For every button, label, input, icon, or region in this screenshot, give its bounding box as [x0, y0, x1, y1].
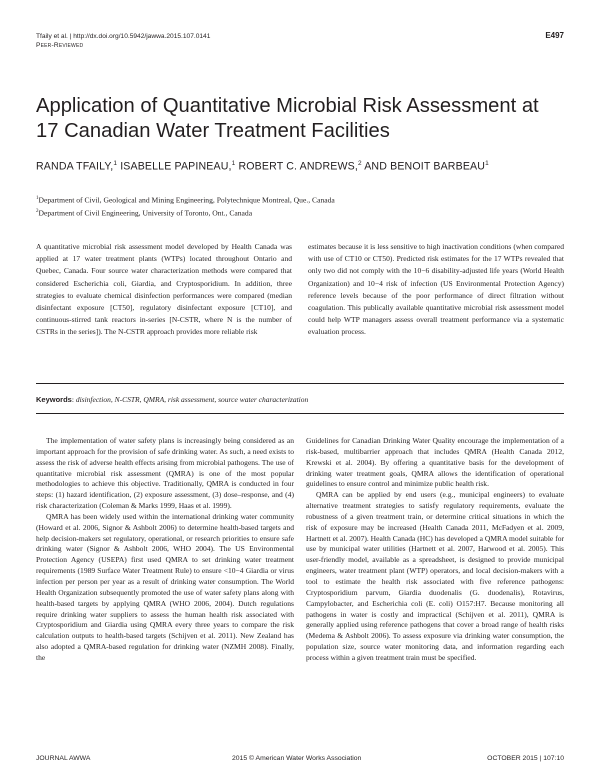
citation-line: Tfaily et al. | http://dx.doi.org/10.5942/jawwa.2015.107.0141: [36, 33, 211, 40]
affiliation: [36, 194, 335, 206]
abstract-right: [308, 241, 564, 339]
author-name: RANDA TFAILY,: [36, 160, 114, 173]
abstract-left: [36, 241, 292, 339]
body-paragraph: QMRA can be applied by end users (e.g., municipal engineers) to evaluate alternative treatment strategies to satisfy regulatory requirements, evaluate the robustness of a given treatment train, or determine critical situations in which the risk of exposure may be increased (Health Canada 2011, McFadyen et al. 2009, Hartnett et al. 2007). Health Canada (HC) has developed a QMRA model suitable for use by municipal water utilities (Hartnett et al. 2007, Harwood et al. 2005). This user-friendly model, available as a spreadsheet, is designed to provide municipal engineers, water treatment plant (WTP) operators, and local decision-makers with a tool to estimate the health risk associated with five reference pathogens: Cryptosporidium parvum, Giardia duodenalis (G. duodenalis), Rotavirus, Campylobacter, and Escherichia coli (E. coli) O157:H7. Because monitoring all pathogens in water is costly and impractical (Schijven et al. 2011), QMRA is generally applied using reference pathogens that cover a broad range of health risks (Medema & Ashbolt 2006). To assess exposure via drinking water consumption, the population size, source water monitoring data, and information regarding each process within a given treatment train must be specified.: [306, 490, 564, 662]
affiliation-text: Department of Civil Engineering, University of Toronto, Ont., Canada: [38, 208, 253, 218]
keywords-line: Keywords: disinfection, N-CSTR, QMRA, risk assessment, source water characterization: [36, 395, 309, 404]
body-paragraph: Guidelines for Canadian Drinking Water Quality encourage the implementation of a risk-based, multibarrier approach that includes QMRA (Health Canada 2012, Krewski et al. 2004). By offering a quantitative basis for the development of drinking water treatment goals, QMRA allows the identification of operational guidelines to ensure control and minimize public health risk.: [306, 436, 564, 489]
running-header: [36, 32, 210, 50]
abstract-paragraph: estimates because it is less sensitive to high inactivation conditions (when compared with use of CT10 or CT50). Predicted risk estimates for the 17 WTPs revealed that only two did not comply with the 10−6 disability-adjusted life years (World Health Organization) and 10−4 risk of infection (US Environmental Protection Agency) reference levels because of the poor performance of direct filtration without coagulation. This publically available quantitative microbial risk assessment model could help WTP managers assess overall treatment performance via a systematic evaluation process.: [308, 242, 564, 337]
affiliation-mark: 1: [36, 196, 39, 201]
author-affil-mark: 2: [357, 160, 362, 167]
keywords-label: Keywords: [36, 395, 72, 404]
author-affil-mark: 1: [113, 160, 118, 167]
author-list: [36, 160, 489, 173]
footer-journal: JOURNAL AWWA: [36, 755, 91, 762]
footer-date: OCTOBER 2015 | 107:10: [487, 755, 564, 762]
body-paragraph: The implementation of water safety plans is increasingly being considered as an important approach for the provision of safe drinking water. As such, a need exists to assess the risk of adverse health effects arising from microbial pathogens. The use of quantitative microbial risk assessment (QMRA) is one of the most popular methodologies to achieve this objective. Traditionally, QMRA is conducted in four steps: (1) hazard identification, (2) exposure assessment, (3) dose–response, and (4) risk characterization (Coleman & Marks 1999, Haas et al. 1999).: [36, 436, 294, 511]
peer-reviewed-label: Peer-Reviewed: [36, 42, 84, 49]
affiliation-text: Department of Civil, Geological and Mining Engineering, Polytechnique Montreal, Que., Canada: [38, 195, 335, 205]
divider-top: [36, 383, 564, 384]
author-name: ROBERT C. ANDREWS,: [238, 160, 358, 173]
author-name: AND BENOIT BARBEAU: [364, 160, 486, 173]
author-affil-mark: 1: [485, 160, 489, 167]
author-affil-mark: 1: [231, 160, 236, 167]
page-id: E497: [545, 31, 564, 40]
body-column-right: [306, 436, 564, 664]
abstract-paragraph: A quantitative microbial risk assessment model developed by Health Canada was applied at 17 water treatment plants (WTPs) located throughout Ontario and Quebec, Canada. Four source water characterization methods were compared that considered Escherichia coli, Giardia, and Cryptosporidium. In addition, three strategies to evaluate chemical disinfection performances were compared (median disinfectant exposure [CT50], regulatory disinfectant exposure [CT10], and continuous-stirred tank reactors in-series [N-CSTR, where N is the number of CSTRs in the series]). The N-CSTR approach provides more reliable risk: [36, 242, 292, 337]
body-paragraph: QMRA has been widely used within the international drinking water community (Howard et al. 2006, Signor & Ashbolt 2006) to determine health-based targets and help decision-makers set regulatory, operational, or research priorities to ensure safe drinking water (Signor & Ashbolt 2006, WHO 2004). The US Environmental Protection Agency (USEPA) first used QMRA to set drinking water treatment requirements (1989 Surface Water Treatment Rule) to ensure <10−4 Giardia or virus infection per person per year as a result of drinking water consumption. The World Health Organization subsequently promoted the use of water safety plans along with health-based targets by applying QMRA (WHO 2006, 2004). Dutch regulations require drinking water suppliers to assess the human health risk associated with Cryptosporidium and Giardia using QMRA every three years to compare the risk calculation outputs to health-based targets (Schijven et al. 2011). New Zealand has also adopted a QMRA-based regulation for drinking water (NZMH 2008). Finally, the: [36, 511, 294, 662]
affiliation: [36, 207, 252, 219]
author-name: ISABELLE PAPINEAU,: [120, 160, 232, 173]
keywords-terms: disinfection, N-CSTR, QMRA, risk assessment, source water characterization: [75, 395, 309, 404]
footer-copyright: 2015 © American Water Works Association: [232, 755, 362, 762]
article-title: Application of Quantitative Microbial Risk Assessment at 17 Canadian Water Treatment Facilities: [36, 95, 539, 142]
body-column-left: [36, 436, 294, 664]
affiliation-mark: 2: [36, 209, 39, 214]
divider-bottom: [36, 413, 564, 414]
